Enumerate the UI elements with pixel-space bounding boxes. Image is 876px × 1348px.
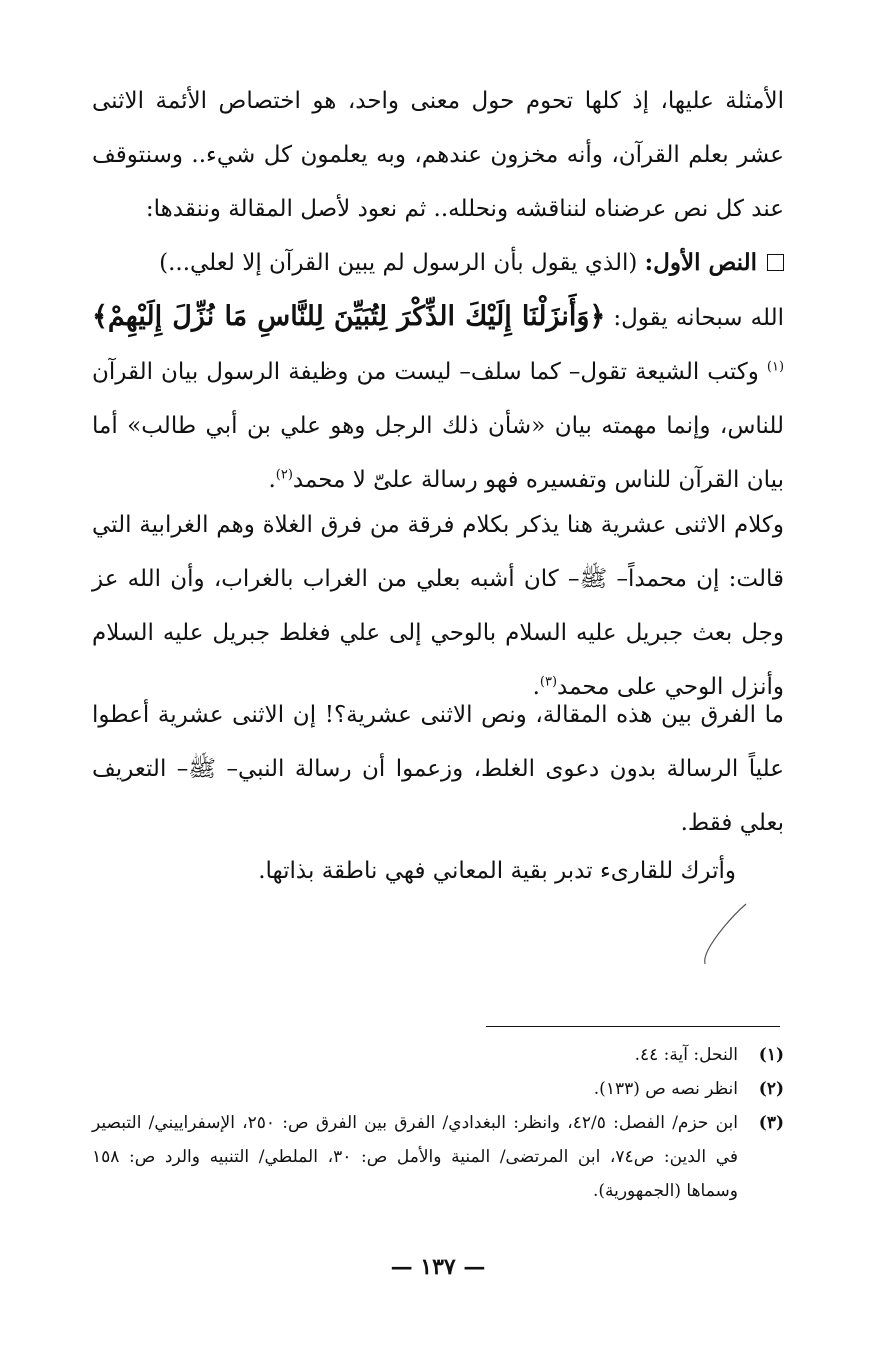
footnote-number: (٢) (758, 1079, 784, 1099)
pen-mark-icon (700, 902, 750, 966)
footnote-ref-1: (١) (766, 359, 785, 375)
footnote-ref-2: (٢) (275, 467, 293, 483)
square-bullet-icon (767, 254, 784, 271)
section-heading-text: (الذي يقول بأن الرسول لم يبين القرآن إلا لعلي...) (159, 250, 638, 276)
footnote-item (92, 1038, 784, 1072)
footnote-text: انظر نصه ص (١٣٣). (593, 1079, 738, 1099)
paragraph-comparison: ما الفرق بين هذه المقالة، ونص الاثنى عشرية؟! إن الاثنى عشرية أعطوا علياً الرسالة بدون دعوى الغلط، وزعموا أن رسالة النبي– ﷺ– التعريف بعلي فقط. (92, 702, 784, 836)
sentence-end: . (532, 674, 540, 700)
section-heading: النص الأول: (644, 249, 757, 276)
footnote-number: (٣) (758, 1113, 784, 1133)
paragraph-intro: الأمثلة عليها، إذ كلها تحوم حول معنى واحد، هو اختصاص الأئمة الاثنى عشر بعلم القرآن، وأنه مخزون عندهم، وبه يعلمون كل شيء.. وسنتوقف عند كل نص عرضناه لنناقشه ونحلله.. ثم نعود لأصل المقالة وننقدها: (92, 88, 784, 222)
footnote-item (92, 1106, 784, 1208)
footnote-text: ابن حزم/ الفصل: ٤٢/٥، وانظر: البغدادي/ الفرق بين الفرق ص: ٢٥٠، الإسفراييني/ التبصير في الدين: ص٧٤، ابن المرتضى/ المنية والأمل ص: ٣٠، الملطي/ التنبيه والرد ص: ١٥٨ وسماها (الجمهورية). (92, 1113, 739, 1201)
paragraph-first-text-heading (92, 236, 784, 290)
paragraph-verse-discussion (92, 290, 784, 507)
quran-verse: ﴿وَأَنزَلْنَا إِلَيْكَ الذِّكْرَ لِتُبَيِّنَ لِلنَّاسِ مَا نُزِّلَ إِلَيْهِمْ﴾ (92, 301, 606, 332)
verse-commentary: وكتب الشيعة تقول– كما سلف– ليست من وظيفة الرسول بيان القرآن للناس، وإنما مهمته بيان «شأن ذلك الرجل وهو علي بن أبي طالب» أما بيان القرآن للناس وتفسيره فهو رسالة علىّ لا محمد (92, 359, 784, 493)
paragraph-ghurabiyya (92, 498, 784, 714)
footnote-ref-3: (٣) (539, 674, 558, 690)
footnote-separator (486, 1026, 780, 1027)
footnote-text: النحل: آية: ٤٤. (634, 1045, 738, 1065)
verse-intro: الله سبحانه يقول: (613, 305, 784, 331)
footnote-item (92, 1072, 784, 1106)
footnotes (92, 1038, 784, 1208)
page-number: — ١٣٧ — (390, 1254, 486, 1280)
paragraph-closing: وأترك للقارىء تدبر بقية المعاني فهي ناطقة بذاتها. (258, 858, 736, 884)
footnote-number: (١) (758, 1045, 784, 1065)
sentence-end: . (268, 467, 276, 493)
ghurabiyya-text: وكلام الاثنى عشرية هنا يذكر بكلام فرقة من فرق الغلاة وهم الغرابية التي قالت: إن محمداً– ﷺ– كان أشبه بعلي من الغراب بالغراب، وأن الله عز وجل بعث جبريل عليه السلام بالوحي إلى علي فغلط جبريل عليه السلام وأنزل الوحي على محمد (92, 512, 784, 700)
